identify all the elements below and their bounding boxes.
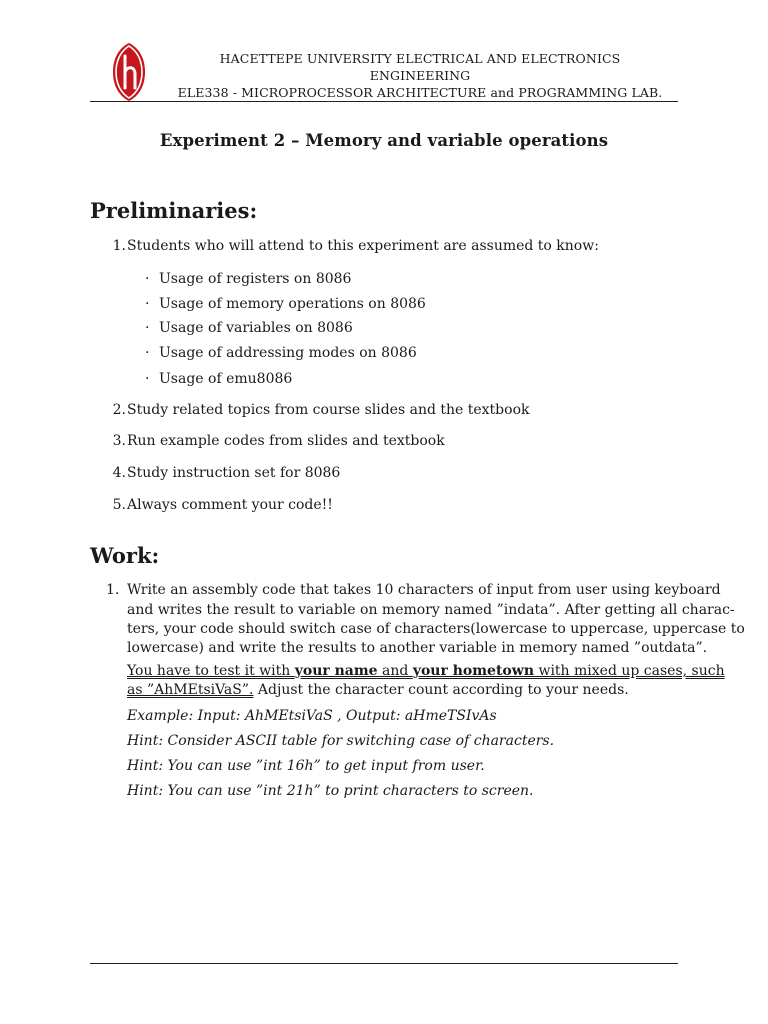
item-text: Students who will attend to this experiment are assumed to know: (127, 238, 599, 254)
page-header (160, 50, 680, 101)
preliminaries-heading: Preliminaries: (90, 198, 258, 223)
sub-item-text: Usage of emu8086 (159, 371, 293, 387)
item-number: 1. (112, 238, 126, 254)
item-text: Study instruction set for 8086 (127, 465, 341, 481)
item-number: 5. (112, 497, 126, 513)
bullet-dot: · (145, 320, 150, 336)
header-line-1: HACETTEPE UNIVERSITY ELECTRICAL AND ELECTRONICS (219, 51, 621, 66)
work-heading: Work: (90, 543, 160, 568)
item-number: 3. (112, 433, 126, 449)
item-text: Always comment your code!! (127, 497, 333, 513)
test-text-rest: Adjust the character count according to your needs. (253, 682, 629, 698)
sub-item-text: Usage of memory operations on 8086 (159, 296, 426, 312)
sub-item-text: Usage of addressing modes on 8086 (159, 345, 417, 361)
sub-list-item (145, 296, 426, 312)
hint-line: Hint: Consider ASCII table for switching case of characters. (127, 733, 555, 749)
sub-list-item (145, 371, 292, 387)
test-text-post: with mixed up cases, such (534, 663, 725, 679)
bullet-dot: · (145, 296, 150, 312)
test-text-mid: and (377, 663, 413, 679)
bullet-dot: · (145, 271, 150, 287)
footer-divider (90, 963, 678, 964)
work-paragraph-line: ters, your code should switch case of characters(lowercase to uppercase, uppercase to (127, 621, 745, 637)
header-divider (90, 101, 678, 102)
test-requirement-line-2 (127, 682, 629, 698)
item-number: 4. (112, 465, 126, 481)
sub-item-text: Usage of registers on 8086 (159, 271, 352, 287)
experiment-title: Experiment 2 – Memory and variable operations (159, 131, 609, 150)
test-text-bold-name: your name (294, 663, 378, 679)
item-text: Run example codes from slides and textbook (127, 433, 445, 449)
bullet-dot: · (145, 345, 150, 361)
sub-list-item (145, 345, 417, 361)
test-requirement-line-1 (127, 663, 725, 679)
hint-line: Hint: You can use ”int 21h” to print characters to screen. (127, 783, 534, 799)
header-line-2: ENGINEERING (369, 68, 471, 83)
sub-item-text: Usage of variables on 8086 (159, 320, 353, 336)
work-item-number: 1. (106, 582, 120, 598)
test-text-pre: You have to test it with (127, 663, 295, 679)
work-paragraph-line: lowercase) and write the results to another variable in memory named ”outdata”. (127, 640, 708, 656)
sub-list-item (145, 271, 351, 287)
sub-list-item (145, 320, 353, 336)
test-text-underlined: as ”AhMEtsiVaS”. (127, 682, 254, 698)
hint-line: Hint: You can use ”int 16h” to get input from user. (127, 758, 485, 774)
header-line-3: ELE338 - MICROPROCESSOR ARCHITECTURE and PROGRAMMING LAB. (177, 85, 663, 100)
work-paragraph-line: Write an assembly code that takes 10 characters of input from user using keyboard (127, 582, 721, 598)
example-line: Example: Input: AhMEtsiVaS , Output: aHmeTSIvAs (127, 708, 497, 724)
test-text-bold-hometown: your hometown (412, 663, 535, 679)
work-paragraph-line: and writes the result to variable on memory named ”indata”. After getting all charac- (127, 602, 735, 618)
bullet-dot: · (145, 371, 150, 387)
item-number: 2. (112, 402, 126, 418)
item-text: Study related topics from course slides and the textbook (127, 402, 530, 418)
university-logo (112, 42, 146, 102)
